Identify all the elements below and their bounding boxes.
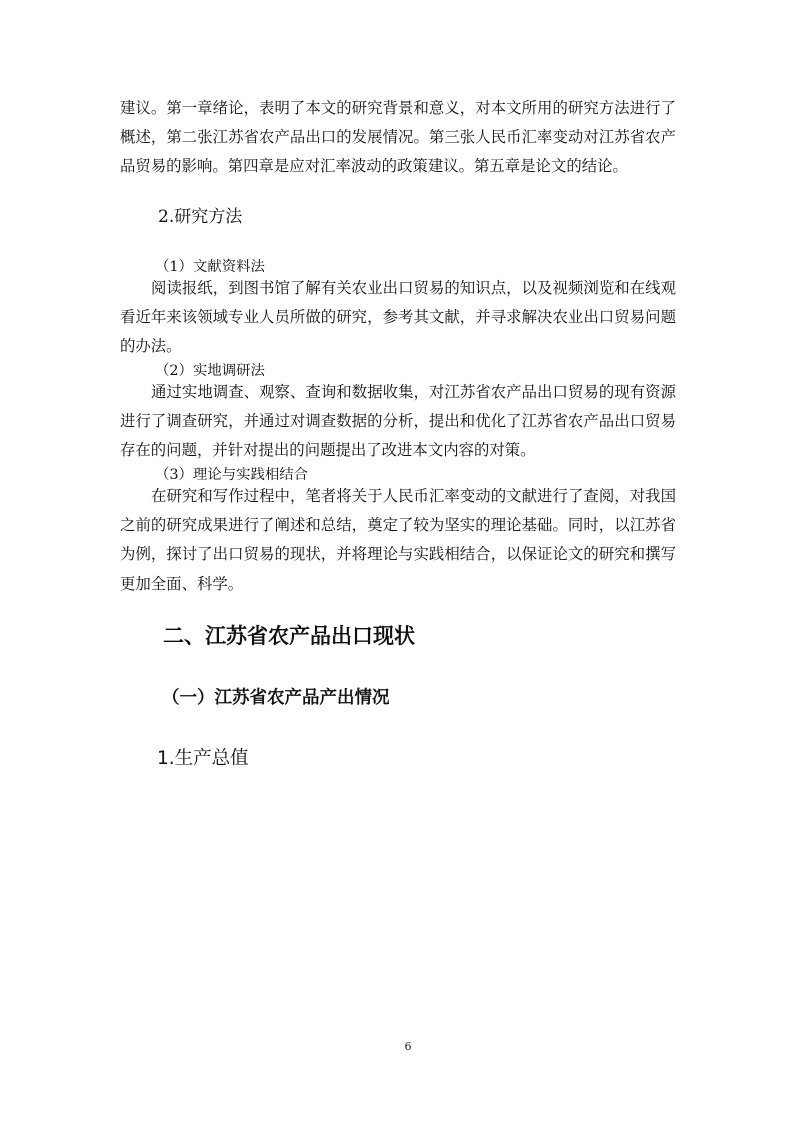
methods-heading: 2.研究方法 xyxy=(158,207,243,227)
page-number: 6 xyxy=(404,1040,412,1053)
method-3-title: （3）理论与实践相结合 xyxy=(155,467,309,483)
method-2-title: （2）实地调研法 xyxy=(155,363,265,379)
section-heading: （一）江苏省农产品产出情况 xyxy=(162,688,390,708)
chapter-heading: 二、江苏省农产品出口现状 xyxy=(163,624,415,648)
subsection-heading: 1.生产总值 xyxy=(157,748,249,769)
intro-paragraph: 建议。第一章绪论，表明了本文的研究背景和意义，对本文所用的研究方法进行了概述，第二张江苏省农产品出口的发展情况。第三张人民币汇率变动对江苏省农产品贸易的影响。第四章是应对汇率波动的政策建议。第五章是论文的结论。 xyxy=(120,99,676,176)
method-1-title: （1）文献资料法 xyxy=(155,259,265,275)
method-3-body: 在研究和写作过程中，笔者将关于人民币汇率变动的文献进行了查阅，对我国之前的研究成果进行了阐述和总结，奠定了较为坚实的理论基础。同时，以江苏省为例，探讨了出口贸易的现状，并将理论与实践相结合，以保证论文的研究和撰写更加全面、科学。 xyxy=(120,487,676,593)
method-1-body: 阅读报纸，到图书馆了解有关农业出口贸易的知识点，以及视频浏览和在线观看近年来该领域专业人员所做的研究，参考其文献，并寻求解决农业出口贸易问题的办法。 xyxy=(120,279,676,356)
method-2-body: 通过实地调查、观察、查询和数据收集，对江苏省农产品出口贸易的现有资源进行了调查研究，并通过对调查数据的分析，提出和优化了江苏省农产品出口贸易存在的问题，并针对提出的问题提出了改进本文内容的对策。 xyxy=(120,383,676,460)
